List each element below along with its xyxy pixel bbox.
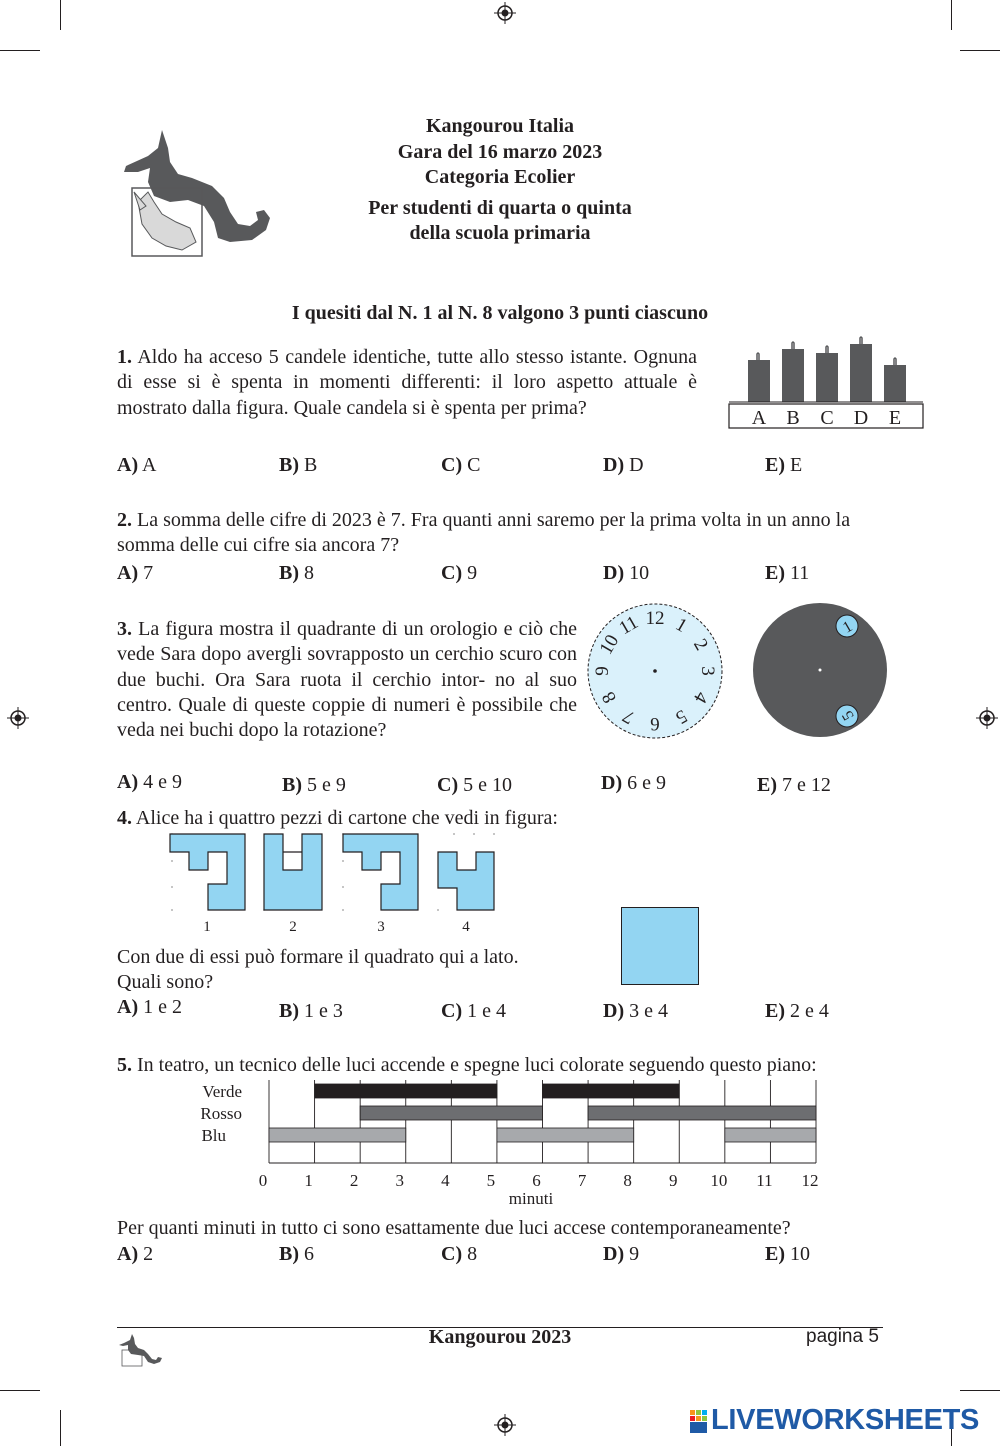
header-title: Kangourou Italia — [426, 115, 574, 137]
q2-option-d[interactable] — [603, 562, 649, 585]
q3-option-a[interactable] — [117, 771, 182, 794]
option-value: 8 — [467, 1243, 478, 1265]
q4-body: Alice ha i quattro pezzi di cartone che vedi in figura: — [135, 807, 558, 829]
option-letter: C) — [441, 1000, 463, 1022]
option-value: 10 — [629, 562, 650, 584]
disc-hole-top — [836, 615, 858, 637]
light-interval-bar — [543, 1084, 680, 1098]
q2-option-a[interactable] — [117, 562, 153, 585]
clock-number: 9 — [592, 666, 613, 676]
option-value: C — [467, 454, 481, 476]
q5-body: In teatro, un tecnico delle luci accende e spegne luci colorate seguendo questo piano: — [137, 1054, 817, 1076]
crop-mark — [0, 50, 40, 51]
crop-mark — [951, 0, 952, 30]
q2-option-e[interactable] — [765, 562, 809, 585]
clock-face-figure — [585, 601, 725, 741]
candle-b — [782, 342, 804, 402]
x-tick-label: 10 — [710, 1171, 728, 1190]
candle-label: C — [820, 407, 834, 429]
option-letter: B) — [279, 1000, 299, 1022]
option-value: 10 — [790, 1243, 810, 1265]
x-tick-label: 4 — [441, 1171, 450, 1190]
q2-option-b[interactable] — [279, 562, 314, 585]
crop-mark — [0, 1390, 40, 1391]
light-interval-bar — [725, 1128, 816, 1142]
section-title: I quesiti dal N. 1 al N. 8 valgono 3 punti ciascuno — [291, 302, 709, 324]
q2-text — [117, 508, 887, 559]
q2-option-c[interactable] — [441, 562, 477, 585]
light-interval-bar — [269, 1128, 406, 1142]
option-value: 9 — [467, 562, 478, 584]
option-value: 7 e 12 — [782, 774, 831, 796]
candle-c — [816, 346, 838, 402]
light-interval-bar — [588, 1106, 816, 1120]
candle-e — [884, 358, 906, 402]
clock-number: 5 — [671, 704, 691, 728]
option-value: 4 e 9 — [143, 771, 182, 793]
q1-text — [117, 345, 697, 421]
kangaroo-logo-icon — [118, 126, 276, 260]
candle-label: A — [751, 407, 767, 429]
option-letter: A) — [117, 1243, 139, 1265]
hole-number: 1 — [840, 617, 856, 637]
x-tick-label: 9 — [669, 1171, 678, 1190]
q4-option-c[interactable] — [441, 1000, 506, 1023]
option-letter: A) — [117, 454, 139, 476]
x-tick-label: 5 — [486, 1171, 496, 1190]
option-letter: D) — [601, 772, 623, 794]
page-number: pagina 5 — [806, 1326, 879, 1347]
option-value: 6 e 9 — [627, 772, 666, 794]
q1-option-e[interactable] — [765, 454, 802, 477]
header-date: Gara del 16 marzo 2023 — [397, 140, 603, 163]
option-value: 7 — [143, 562, 154, 584]
q3-option-c[interactable] — [437, 774, 512, 797]
q3-body: La figura mostra il quadrante di un orologio e ciò che vede Sara dopo avergli sovrapposto un cerchio scuro con due buchi. Ora Sara ruota il cerchio intor- no al suo centro. Quale di queste coppie di numeri è possibile che veda nei buchi dopo la rotazione? — [117, 618, 577, 742]
option-letter: D) — [603, 1000, 625, 1022]
q1-option-b[interactable] — [279, 454, 317, 477]
x-tick-label: 2 — [349, 1171, 359, 1190]
clock-number: 12 — [645, 608, 665, 629]
liveworksheets-logo-icon — [690, 1410, 708, 1434]
disc-hole-bottom — [836, 705, 858, 727]
hole-number: 5 — [838, 707, 858, 723]
option-value: 5 e 10 — [463, 774, 512, 796]
option-value: 6 — [304, 1243, 314, 1265]
q3-number: 3. — [117, 618, 132, 640]
candle-a — [748, 353, 770, 402]
clock-number: 4 — [688, 687, 712, 707]
q5-option-a[interactable] — [117, 1243, 153, 1266]
series-label: Rosso — [200, 1104, 242, 1123]
clock-number: 7 — [619, 704, 639, 728]
q4-option-d[interactable] — [603, 1000, 668, 1023]
q4-number: 4. — [117, 807, 132, 829]
footer-title: Kangourou 2023 — [428, 1326, 572, 1348]
q5-text — [117, 1053, 917, 1078]
crop-mark — [60, 1410, 61, 1446]
piece-label: 1 — [203, 919, 211, 935]
piece-label: 3 — [377, 919, 385, 935]
option-letter: A) — [117, 996, 139, 1018]
option-letter: C) — [441, 562, 463, 584]
option-letter: B) — [279, 1243, 299, 1265]
x-tick-label: 11 — [756, 1171, 773, 1190]
x-tick-label: 8 — [623, 1171, 632, 1190]
option-letter: B) — [282, 774, 302, 796]
option-letter: E) — [757, 774, 777, 796]
x-tick-label: 6 — [532, 1171, 541, 1190]
registration-mark-icon — [494, 1414, 516, 1436]
q1-option-a[interactable] — [117, 454, 156, 477]
series-label: Blu — [201, 1126, 226, 1145]
registration-mark-icon — [7, 707, 29, 729]
option-value: 2 e 4 — [790, 1000, 829, 1022]
candle-label: D — [853, 407, 869, 429]
header-category: Categoria Ecolier — [424, 166, 576, 188]
q1-body: Aldo ha acceso 5 candele identiche, tutte allo stesso istante. Ognuna di esse si è spenta in momenti differenti: il loro aspetto attuale è mostrato dalla figura. Quale candela si è spenta per prima? — [117, 346, 697, 419]
registration-mark-icon — [494, 2, 516, 24]
option-letter: E) — [765, 1000, 785, 1022]
option-letter: D) — [603, 562, 625, 584]
q5-option-c[interactable] — [441, 1243, 477, 1266]
crop-mark — [60, 0, 61, 30]
option-value: 11 — [790, 562, 810, 584]
q5-option-b[interactable] — [279, 1243, 314, 1266]
clock-number: 1 — [671, 614, 691, 638]
q3-option-b[interactable] — [282, 774, 346, 797]
q1-option-c[interactable] — [441, 454, 480, 477]
dark-disc-figure — [751, 601, 891, 741]
option-value: 3 e 4 — [629, 1000, 668, 1022]
q5-question: Per quanti minuti in tutto ci sono esattamente due luci accese contemporaneamente? — [117, 1217, 791, 1239]
lights-schedule-chart — [180, 1080, 840, 1212]
header-audience: Per studenti di quarta o quinta — [368, 196, 632, 219]
header-audience-2: della scuola primaria — [409, 222, 591, 244]
x-tick-label: 1 — [304, 1171, 313, 1190]
light-interval-bar — [497, 1128, 634, 1142]
option-value: B — [304, 454, 318, 476]
option-value: 5 e 9 — [307, 774, 346, 796]
clock-number: 3 — [697, 666, 718, 676]
q4-option-a[interactable] — [117, 996, 182, 1019]
candles-figure — [728, 334, 926, 432]
clock-number: 6 — [650, 713, 660, 734]
q3-option-d[interactable] — [601, 772, 666, 795]
option-value: 2 — [143, 1243, 154, 1265]
q5-option-d[interactable] — [603, 1243, 639, 1266]
q4-option-b[interactable] — [279, 1000, 343, 1023]
x-tick-label: 7 — [577, 1171, 587, 1190]
x-axis-label: minuti — [508, 1189, 554, 1208]
option-value: A — [142, 454, 157, 476]
option-value: 1 e 2 — [143, 996, 182, 1018]
piece-label: 2 — [289, 919, 297, 935]
option-letter: B) — [279, 562, 299, 584]
q4-option-e[interactable] — [765, 1000, 829, 1023]
light-interval-bar — [360, 1106, 542, 1120]
option-letter: C) — [441, 454, 463, 476]
document-header — [330, 114, 670, 247]
q4-instruction: Con due di essi può formare il quadrato qui a lato. — [117, 946, 519, 968]
piece-label: 4 — [462, 919, 470, 935]
option-letter: C) — [441, 1243, 463, 1265]
option-letter: B) — [279, 454, 299, 476]
option-value: 1 e 4 — [467, 1000, 506, 1022]
x-tick-label: 12 — [801, 1171, 819, 1190]
option-letter: E) — [765, 562, 785, 584]
series-label: Verde — [202, 1082, 242, 1101]
option-letter: E) — [765, 1243, 785, 1265]
option-letter: A) — [117, 562, 139, 584]
option-value: 1 e 3 — [304, 1000, 343, 1022]
q1-number: 1. — [117, 346, 132, 368]
piece-3 — [343, 834, 418, 910]
target-square — [621, 907, 699, 985]
cardboard-pieces-figure — [160, 830, 505, 936]
option-letter: A) — [117, 771, 139, 793]
crop-mark — [960, 50, 1000, 51]
piece-2 — [264, 834, 322, 910]
q3-option-e[interactable] — [757, 774, 831, 797]
piece-1 — [170, 834, 245, 910]
q2-body: La somma delle cifre di 2023 è 7. Fra quanti anni saremo per la prima volta in un anno la somma delle cui cifre sia ancora 7? — [117, 509, 851, 557]
clock-number: 11 — [615, 611, 642, 640]
option-value: E — [790, 454, 803, 476]
x-tick-label: 0 — [258, 1171, 268, 1190]
q4-text-2 — [117, 945, 617, 996]
option-value: 9 — [629, 1243, 640, 1265]
q3-text — [117, 617, 577, 743]
liveworksheets-brand: LIVEWORKSHEETS — [711, 1404, 980, 1436]
x-tick-label: 3 — [395, 1171, 404, 1190]
candle-label: E — [888, 407, 902, 429]
candle-label: B — [786, 407, 800, 429]
piece-4 — [438, 852, 494, 910]
crop-mark — [960, 1390, 1000, 1391]
clock-number: 8 — [598, 687, 622, 707]
option-value: 8 — [304, 562, 314, 584]
q4-question: Quali sono? — [117, 971, 214, 994]
option-letter: E) — [765, 454, 785, 476]
candle-d — [850, 337, 872, 402]
clock-number: 2 — [688, 635, 712, 655]
clock-number: 10 — [595, 631, 624, 659]
registration-mark-icon — [976, 707, 998, 729]
q4-text — [117, 806, 717, 831]
q1-option-d[interactable] — [603, 454, 644, 477]
q2-number: 2. — [117, 509, 132, 531]
q5-option-e[interactable] — [765, 1243, 810, 1266]
option-letter: C) — [437, 774, 459, 796]
option-letter: D) — [603, 454, 625, 476]
light-interval-bar — [315, 1084, 497, 1098]
q5-number: 5. — [117, 1054, 132, 1076]
option-value: D — [629, 454, 644, 476]
option-letter: D) — [603, 1243, 625, 1265]
